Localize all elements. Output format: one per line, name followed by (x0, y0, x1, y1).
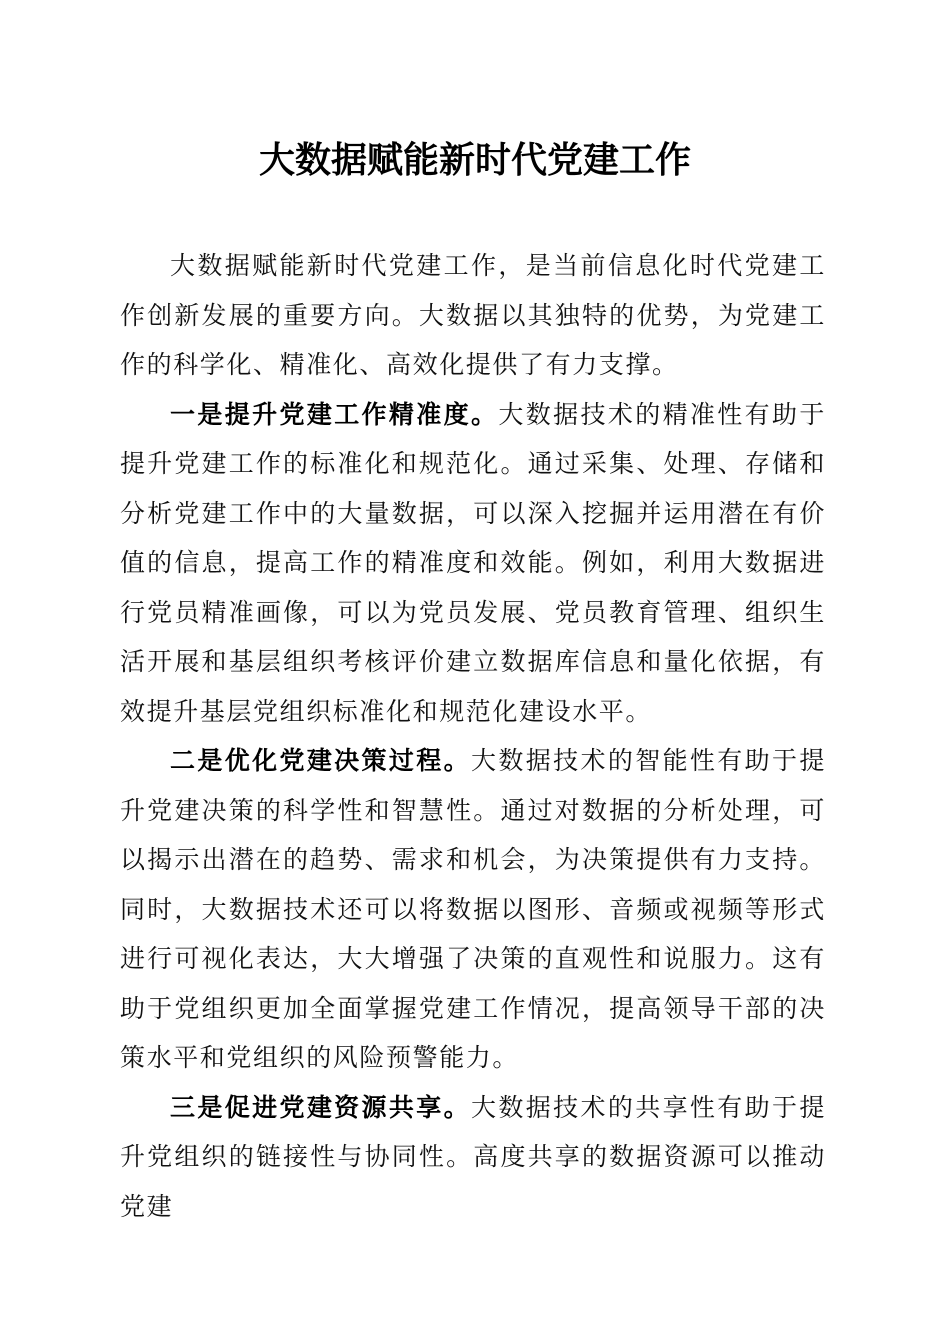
paragraph-text: 大数据技术的共享性有助于提升党组织的链接性与协同性。高度共享的数据资源可以推动党建 (120, 1092, 826, 1221)
document-title: 大数据赋能新时代党建工作 (258, 139, 691, 181)
paragraph-point-3 (120, 1083, 826, 1232)
paragraph-lead: 三是促进党建资源共享。 (170, 1092, 472, 1122)
paragraph-point-1 (120, 390, 826, 737)
paragraph-text: 大数据技术的智能性有助于提升党建决策的科学性和智慧性。通过对数据的分析处理，可以揭示出潜在的趋势、需求和机会，为决策提供有力支持。同时，大数据技术还可以将数据以图形、音频或视频等形式进行可视化表达，大大增强了决策的直观性和说服力。这有助于党组织更加全面掌握党建工作情况，提高领导干部的决策水平和党组织的风险预警能力。 (120, 746, 826, 1072)
paragraph-text: 大数据赋能新时代党建工作，是当前信息化时代党建工作创新发展的重要方向。大数据以其独特的优势，为党建工作的科学化、精准化、高效化提供了有力支撑。 (120, 251, 826, 379)
paragraph-lead: 二是优化党建决策过程。 (170, 746, 472, 775)
paragraph-lead: 一是提升党建工作精准度。 (170, 399, 499, 429)
paragraph-text: 大数据技术的精准性有助于提升党建工作的标准化和规范化。通过采集、处理、存储和分析党建工作中的大量数据，可以深入挖掘并运用潜在有价值的信息，提高工作的精准度和效能。例如，利用大数据进行党员精准画像，可以为党员发展、党员教育管理、组织生活开展和基层组织考核评价建立数据库信息和量化依据，有效提升基层党组织标准化和规范化建设水平。 (120, 399, 827, 726)
paragraph-intro (120, 241, 826, 390)
document-body (120, 241, 826, 1231)
paragraph-point-2 (120, 736, 826, 1083)
